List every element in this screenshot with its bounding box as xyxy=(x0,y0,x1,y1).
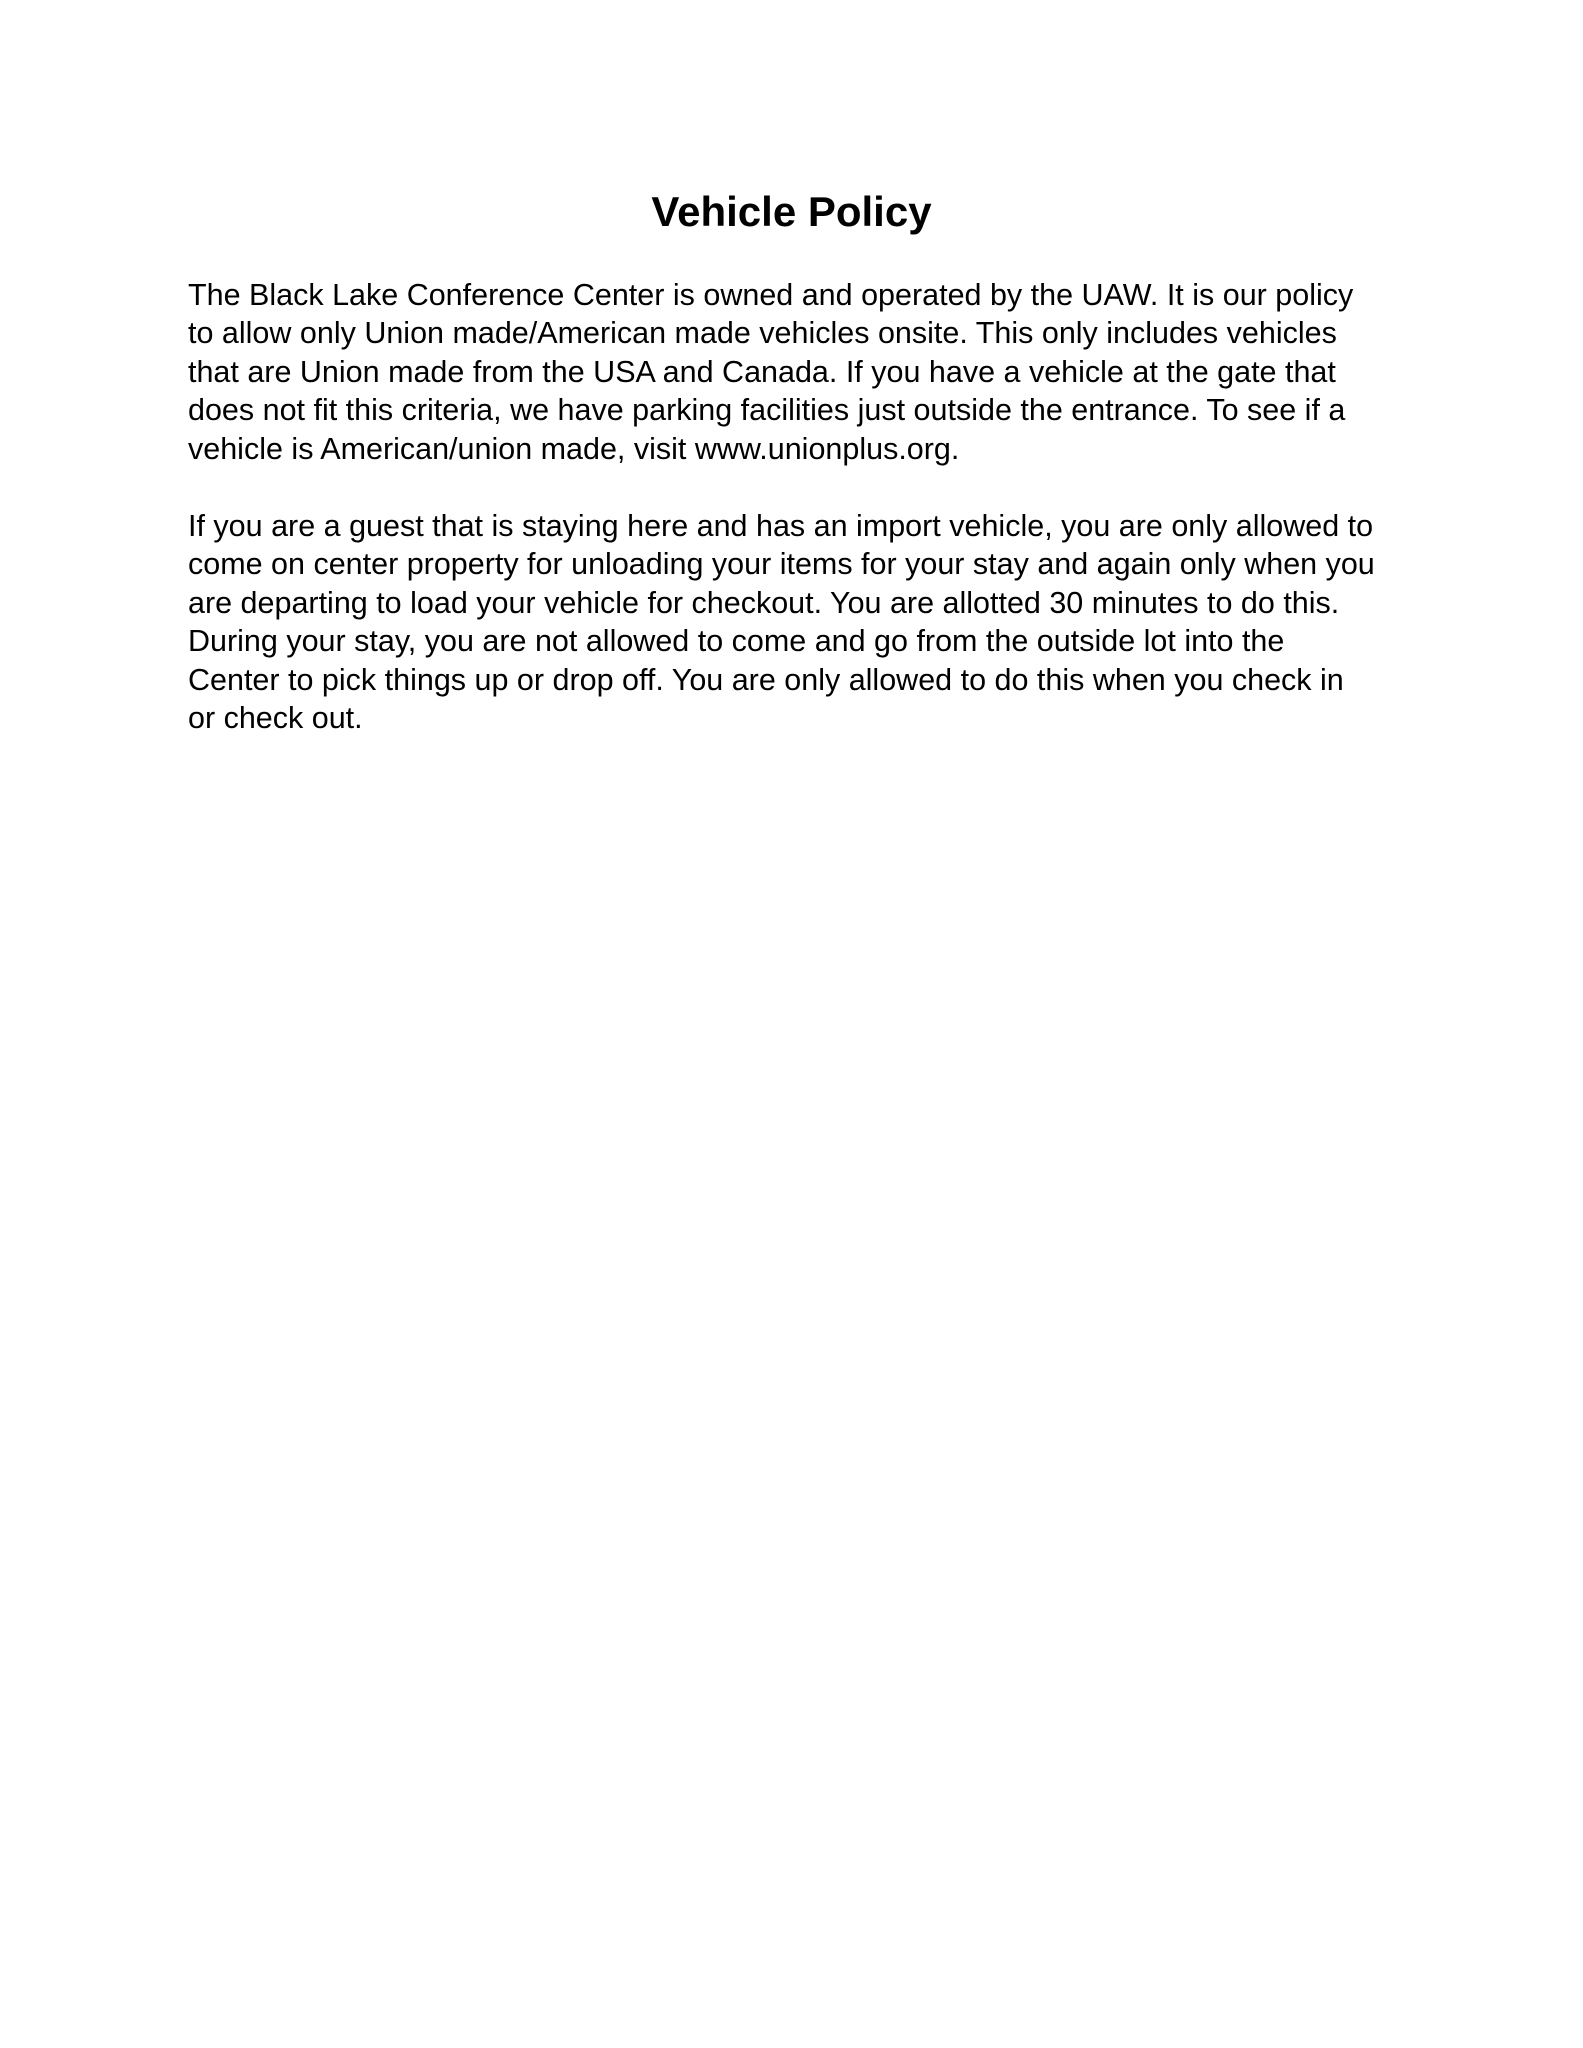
paragraph-line: If you are a guest that is staying here and has an import vehicle, you are only allowed to xyxy=(188,509,1374,543)
paragraph-line: come on center property for unloading your items for your stay and again only when you xyxy=(188,547,1375,582)
paragraph-line: Center to pick things up or drop off. You are only allowed to do this when you check in xyxy=(188,662,1344,697)
policy-paragraph-1 xyxy=(188,276,1398,468)
policy-paragraph-2 xyxy=(188,507,1398,737)
paragraph-line: vehicle is American/union made, visit www.unionplus.org. xyxy=(188,431,960,466)
page-title: Vehicle Policy xyxy=(651,188,932,235)
paragraph-line: to allow only Union made/American made vehicles onsite. This only includes vehicles xyxy=(188,316,1337,351)
paragraph-line: During your stay, you are not allowed to come and go from the outside lot into the xyxy=(188,624,1285,659)
paragraph-line: are departing to load your vehicle for checkout. You are allotted 30 minutes to do this. xyxy=(188,585,1340,620)
paragraph-line: or check out. xyxy=(188,701,363,736)
paragraph-line: The Black Lake Conference Center is owned and operated by the UAW. It is our policy xyxy=(188,278,1354,312)
paragraph-line: does not fit this criteria, we have parking facilities just outside the entrance. To see if a xyxy=(188,393,1346,428)
paragraph-line: that are Union made from the USA and Canada. If you have a vehicle at the gate that xyxy=(188,354,1336,389)
